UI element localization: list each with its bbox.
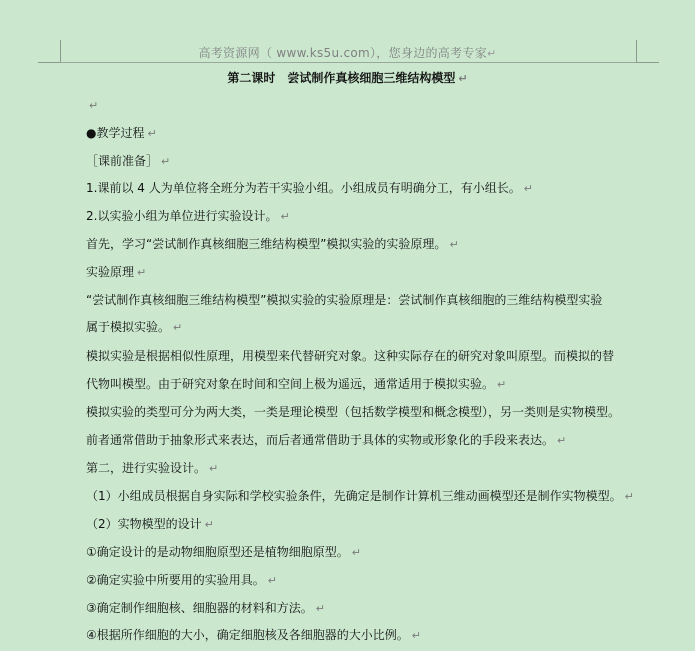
paragraph-mark: ↵ [557,434,567,447]
list-item [86,208,290,225]
paragraph-mark: ↵ [449,238,459,251]
lesson-title [0,69,695,86]
list-item [86,572,277,589]
section-heading-teaching-process [86,125,157,142]
subheading-preparation [86,153,170,170]
page-header [0,44,695,61]
header-divider [60,62,636,63]
paragraph-text: 属于模拟实验。 [86,320,171,334]
paragraph-text: 第二，进行实验设计。 [86,461,207,475]
paragraph-mark: ↵ [267,574,277,587]
paragraph [86,348,614,364]
paragraph-mark: ↵ [458,72,468,85]
paragraph [86,292,602,308]
paragraph-mark: ↵ [173,321,183,334]
paragraph-text: ［课前准备］ [86,154,159,168]
subheading-principle [86,264,146,281]
paragraph-text: ②确定实验中所要用的实验用具。 [86,573,265,587]
paragraph [86,460,218,477]
paragraph-mark: ↵ [487,47,497,60]
paragraph-text: “尝试制作真核细胞三维结构模型”模拟实验的实验原理是：尝试制作真核细胞的三维结构模型实验 [86,293,603,307]
paragraph-continuation [86,376,506,393]
paragraph-text: 模拟实验的类型可分为两大类，一类是理论模型（包括数学模型和概念模型），另一类则是实物模型。 [86,405,621,419]
paragraph-mark: ↵ [147,127,157,140]
paragraph-mark: ↵ [315,602,325,615]
paragraph-text: 首先，学习“尝试制作真核细胞三维结构模型”模拟实验的实验原理。 [86,237,447,251]
paragraph-mark: ↵ [137,266,147,279]
paragraph-text: 2.以实验小组为单位进行实验设计。 [86,209,278,223]
list-item [86,600,325,617]
list-item [86,627,421,644]
paragraph-text: （1）小组成员根据自身实际和学校实验条件，先确定是制作计算机三维动画模型还是制作实物模型。 [86,489,622,503]
paragraph-mark: ↵ [89,99,99,112]
paragraph [86,236,459,253]
list-item [86,516,214,533]
paragraph-text: 前者通常借助于抽象形式来表达，而后者通常借助于具体的实物或形象化的手段来表达。 [86,433,555,447]
paragraph-text: ①确定设计的是动物细胞原型还是植物细胞原型。 [86,545,349,559]
paragraph-text: 1.课前以 4 人为单位将全班分为若干实验小组。小组成员有明确分工，有小组长。 [86,181,521,195]
paragraph-text: ●教学过程 [86,126,145,140]
paragraph-mark: ↵ [204,518,214,531]
paragraph-mark: ↵ [411,629,421,642]
paragraph-mark: ↵ [280,210,290,223]
paragraph-text: ④根据所作细胞的大小，确定细胞核及各细胞器的大小比例。 [86,628,409,642]
paragraph-text: 代物叫模型。由于研究对象在时间和空间上极为遥远，通常适用于模拟实验。 [86,377,495,391]
lesson-title-text: 第二课时 尝试制作真核细胞三维结构模型 [227,71,456,85]
list-item [86,488,634,505]
paragraph [86,404,620,420]
paragraph-mark: ↵ [351,546,361,559]
paragraph-mark: ↵ [209,462,219,475]
list-item [86,180,533,197]
paragraph-mark: ↵ [497,378,507,391]
paragraph-text: ③确定制作细胞核、细胞器的材料和方法。 [86,601,313,615]
paragraph-text: 实验原理 [86,265,135,279]
paragraph-mark: ↵ [624,490,634,503]
paragraph-text: 模拟实验是根据相似性原理，用模型来代替研究对象。这种实际存在的研究对象叫原型。而模拟的替 [86,349,615,363]
paragraph-continuation [86,432,566,449]
page-header-text: 高考资源网（ www.ks5u.com），您身边的高考专家 [198,46,488,60]
list-item [86,544,361,561]
paragraph-mark: ↵ [161,155,171,168]
paragraph-mark: ↵ [523,182,533,195]
paragraph-text: （2）实物模型的设计 [86,517,202,531]
paragraph-continuation [86,319,182,336]
empty-paragraph [86,97,98,114]
